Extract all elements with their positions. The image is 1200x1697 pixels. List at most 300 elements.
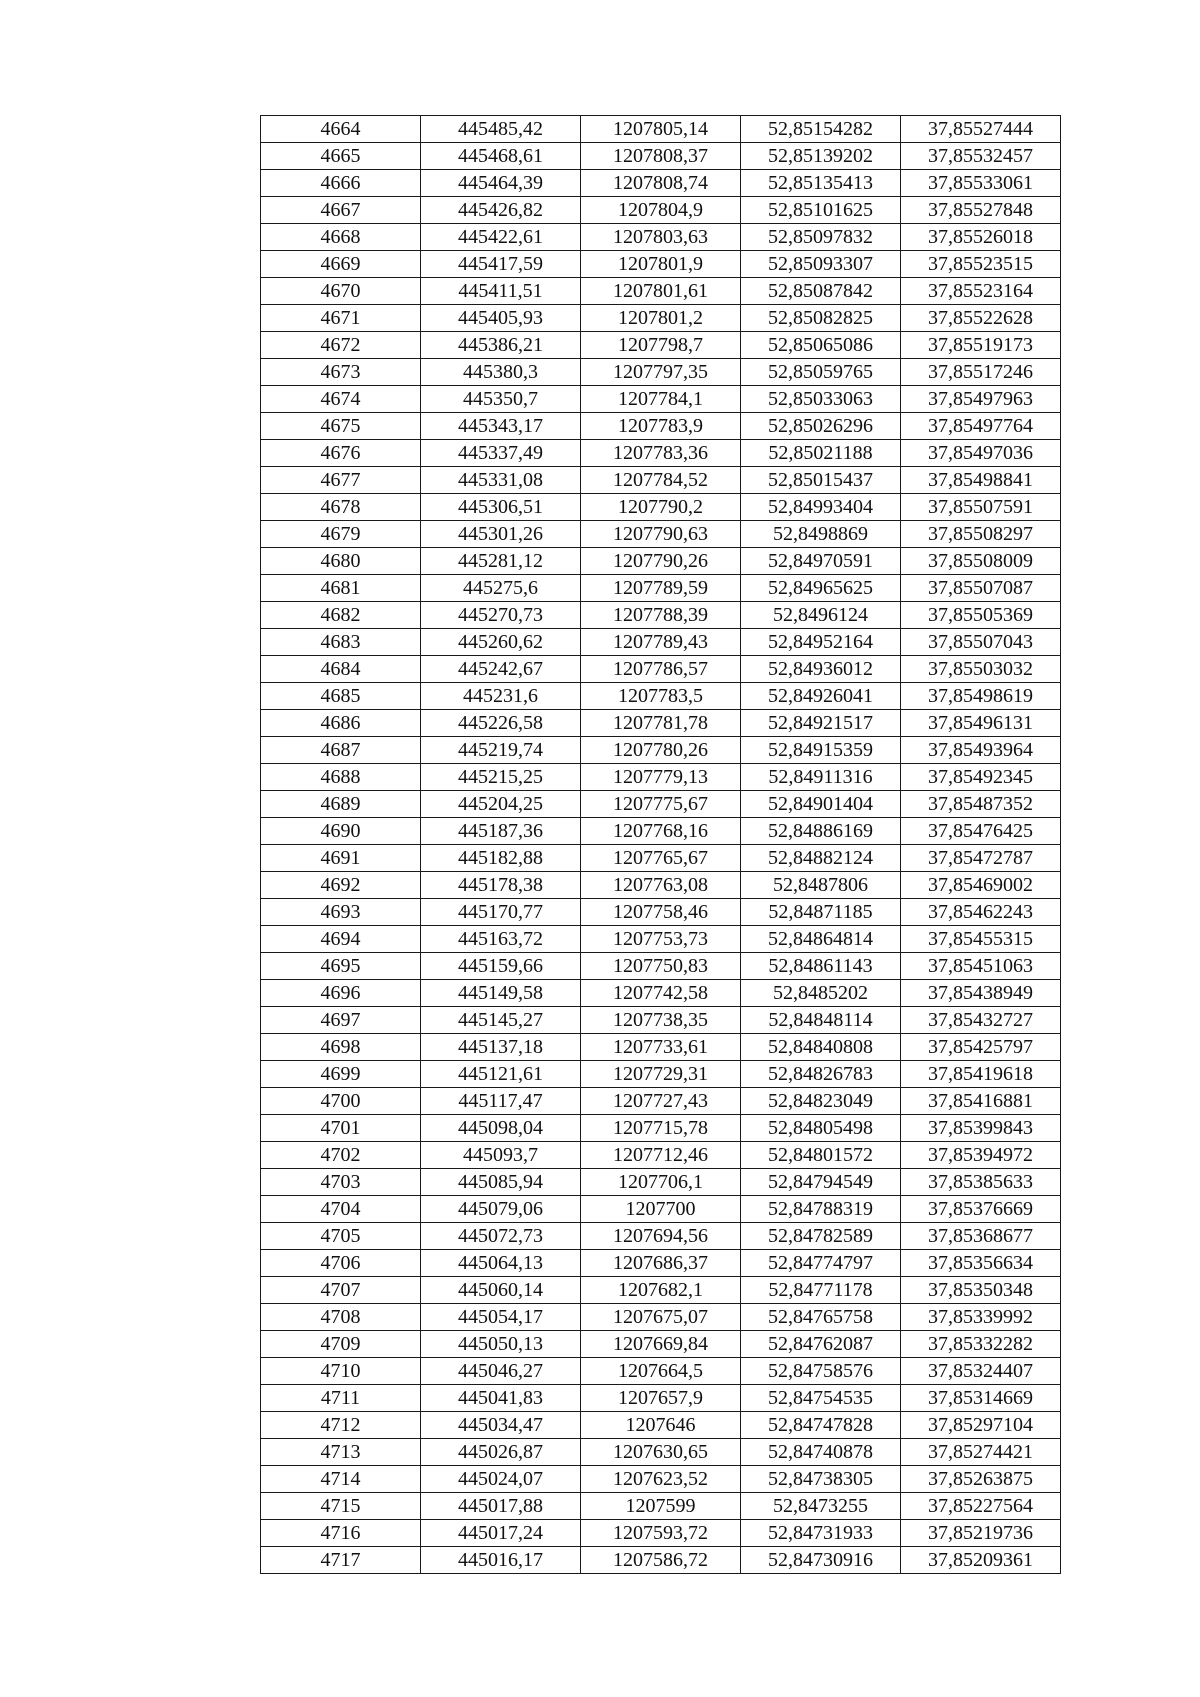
- x-coordinate-cell: 445187,36: [421, 818, 581, 845]
- y-coordinate-cell: 1207808,37: [581, 143, 741, 170]
- latitude-cell: 52,85015437: [741, 467, 901, 494]
- table-row: [261, 521, 1061, 548]
- y-coordinate-cell: 1207715,78: [581, 1115, 741, 1142]
- latitude-cell: 52,84771178: [741, 1277, 901, 1304]
- latitude-cell: 52,85139202: [741, 143, 901, 170]
- y-coordinate-cell: 1207786,57: [581, 656, 741, 683]
- table-row: [261, 143, 1061, 170]
- coordinate-table-body: [261, 116, 1061, 1574]
- longitude-cell: 37,85526018: [901, 224, 1061, 251]
- y-coordinate-cell: 1207808,74: [581, 170, 741, 197]
- table-row: [261, 359, 1061, 386]
- y-coordinate-cell: 1207797,35: [581, 359, 741, 386]
- latitude-cell: 52,85065086: [741, 332, 901, 359]
- longitude-cell: 37,85487352: [901, 791, 1061, 818]
- point-number-cell: 4706: [261, 1250, 421, 1277]
- longitude-cell: 37,85350348: [901, 1277, 1061, 1304]
- table-row: [261, 1466, 1061, 1493]
- table-row: [261, 170, 1061, 197]
- table-row: [261, 575, 1061, 602]
- latitude-cell: 52,84915359: [741, 737, 901, 764]
- longitude-cell: 37,85219736: [901, 1520, 1061, 1547]
- latitude-cell: 52,85059765: [741, 359, 901, 386]
- y-coordinate-cell: 1207790,2: [581, 494, 741, 521]
- x-coordinate-cell: 445337,49: [421, 440, 581, 467]
- y-coordinate-cell: 1207798,7: [581, 332, 741, 359]
- x-coordinate-cell: 445017,88: [421, 1493, 581, 1520]
- y-coordinate-cell: 1207742,58: [581, 980, 741, 1007]
- longitude-cell: 37,85517246: [901, 359, 1061, 386]
- x-coordinate-cell: 445260,62: [421, 629, 581, 656]
- table-row: [261, 305, 1061, 332]
- latitude-cell: 52,84731933: [741, 1520, 901, 1547]
- x-coordinate-cell: 445050,13: [421, 1331, 581, 1358]
- latitude-cell: 52,85093307: [741, 251, 901, 278]
- table-row: [261, 1034, 1061, 1061]
- x-coordinate-cell: 445137,18: [421, 1034, 581, 1061]
- x-coordinate-cell: 445060,14: [421, 1277, 581, 1304]
- x-coordinate-cell: 445064,13: [421, 1250, 581, 1277]
- table-row: [261, 845, 1061, 872]
- y-coordinate-cell: 1207694,56: [581, 1223, 741, 1250]
- longitude-cell: 37,85455315: [901, 926, 1061, 953]
- x-coordinate-cell: 445159,66: [421, 953, 581, 980]
- latitude-cell: 52,85101625: [741, 197, 901, 224]
- table-row: [261, 1331, 1061, 1358]
- x-coordinate-cell: 445098,04: [421, 1115, 581, 1142]
- point-number-cell: 4684: [261, 656, 421, 683]
- longitude-cell: 37,85492345: [901, 764, 1061, 791]
- x-coordinate-cell: 445017,24: [421, 1520, 581, 1547]
- longitude-cell: 37,85274421: [901, 1439, 1061, 1466]
- latitude-cell: 52,84993404: [741, 494, 901, 521]
- latitude-cell: 52,84970591: [741, 548, 901, 575]
- table-row: [261, 629, 1061, 656]
- point-number-cell: 4701: [261, 1115, 421, 1142]
- latitude-cell: 52,84936012: [741, 656, 901, 683]
- longitude-cell: 37,85497764: [901, 413, 1061, 440]
- x-coordinate-cell: 445182,88: [421, 845, 581, 872]
- longitude-cell: 37,85523515: [901, 251, 1061, 278]
- point-number-cell: 4670: [261, 278, 421, 305]
- latitude-cell: 52,84965625: [741, 575, 901, 602]
- y-coordinate-cell: 1207586,72: [581, 1547, 741, 1574]
- x-coordinate-cell: 445204,25: [421, 791, 581, 818]
- latitude-cell: 52,85087842: [741, 278, 901, 305]
- point-number-cell: 4676: [261, 440, 421, 467]
- y-coordinate-cell: 1207790,63: [581, 521, 741, 548]
- x-coordinate-cell: 445386,21: [421, 332, 581, 359]
- point-number-cell: 4681: [261, 575, 421, 602]
- y-coordinate-cell: 1207805,14: [581, 116, 741, 143]
- longitude-cell: 37,85368677: [901, 1223, 1061, 1250]
- longitude-cell: 37,85496131: [901, 710, 1061, 737]
- latitude-cell: 52,8487806: [741, 872, 901, 899]
- longitude-cell: 37,85497963: [901, 386, 1061, 413]
- y-coordinate-cell: 1207789,59: [581, 575, 741, 602]
- point-number-cell: 4687: [261, 737, 421, 764]
- latitude-cell: 52,85033063: [741, 386, 901, 413]
- latitude-cell: 52,84794549: [741, 1169, 901, 1196]
- latitude-cell: 52,84861143: [741, 953, 901, 980]
- longitude-cell: 37,85476425: [901, 818, 1061, 845]
- x-coordinate-cell: 445149,58: [421, 980, 581, 1007]
- y-coordinate-cell: 1207593,72: [581, 1520, 741, 1547]
- longitude-cell: 37,85523164: [901, 278, 1061, 305]
- latitude-cell: 52,84921517: [741, 710, 901, 737]
- longitude-cell: 37,85227564: [901, 1493, 1061, 1520]
- y-coordinate-cell: 1207801,9: [581, 251, 741, 278]
- latitude-cell: 52,84762087: [741, 1331, 901, 1358]
- point-number-cell: 4679: [261, 521, 421, 548]
- longitude-cell: 37,85438949: [901, 980, 1061, 1007]
- longitude-cell: 37,85508297: [901, 521, 1061, 548]
- longitude-cell: 37,85507087: [901, 575, 1061, 602]
- x-coordinate-cell: 445270,73: [421, 602, 581, 629]
- y-coordinate-cell: 1207623,52: [581, 1466, 741, 1493]
- y-coordinate-cell: 1207801,61: [581, 278, 741, 305]
- point-number-cell: 4709: [261, 1331, 421, 1358]
- y-coordinate-cell: 1207775,67: [581, 791, 741, 818]
- y-coordinate-cell: 1207783,36: [581, 440, 741, 467]
- table-row: [261, 197, 1061, 224]
- longitude-cell: 37,85462243: [901, 899, 1061, 926]
- table-row: [261, 1088, 1061, 1115]
- point-number-cell: 4680: [261, 548, 421, 575]
- latitude-cell: 52,85097832: [741, 224, 901, 251]
- x-coordinate-cell: 445422,61: [421, 224, 581, 251]
- latitude-cell: 52,84826783: [741, 1061, 901, 1088]
- table-row: [261, 1493, 1061, 1520]
- longitude-cell: 37,85508009: [901, 548, 1061, 575]
- latitude-cell: 52,84901404: [741, 791, 901, 818]
- point-number-cell: 4675: [261, 413, 421, 440]
- latitude-cell: 52,84740878: [741, 1439, 901, 1466]
- x-coordinate-cell: 445026,87: [421, 1439, 581, 1466]
- longitude-cell: 37,85497036: [901, 440, 1061, 467]
- table-row: [261, 548, 1061, 575]
- point-number-cell: 4666: [261, 170, 421, 197]
- latitude-cell: 52,84774797: [741, 1250, 901, 1277]
- table-row: [261, 1277, 1061, 1304]
- y-coordinate-cell: 1207664,5: [581, 1358, 741, 1385]
- x-coordinate-cell: 445417,59: [421, 251, 581, 278]
- point-number-cell: 4664: [261, 116, 421, 143]
- longitude-cell: 37,85209361: [901, 1547, 1061, 1574]
- point-number-cell: 4682: [261, 602, 421, 629]
- latitude-cell: 52,84738305: [741, 1466, 901, 1493]
- latitude-cell: 52,8496124: [741, 602, 901, 629]
- y-coordinate-cell: 1207682,1: [581, 1277, 741, 1304]
- longitude-cell: 37,85527444: [901, 116, 1061, 143]
- point-number-cell: 4673: [261, 359, 421, 386]
- y-coordinate-cell: 1207700: [581, 1196, 741, 1223]
- table-row: [261, 1115, 1061, 1142]
- x-coordinate-cell: 445093,7: [421, 1142, 581, 1169]
- latitude-cell: 52,85021188: [741, 440, 901, 467]
- point-number-cell: 4717: [261, 1547, 421, 1574]
- x-coordinate-cell: 445405,93: [421, 305, 581, 332]
- longitude-cell: 37,85451063: [901, 953, 1061, 980]
- y-coordinate-cell: 1207675,07: [581, 1304, 741, 1331]
- x-coordinate-cell: 445016,17: [421, 1547, 581, 1574]
- table-row: [261, 710, 1061, 737]
- longitude-cell: 37,85472787: [901, 845, 1061, 872]
- point-number-cell: 4689: [261, 791, 421, 818]
- table-row: [261, 980, 1061, 1007]
- y-coordinate-cell: 1207784,1: [581, 386, 741, 413]
- x-coordinate-cell: 445350,7: [421, 386, 581, 413]
- y-coordinate-cell: 1207599: [581, 1493, 741, 1520]
- point-number-cell: 4694: [261, 926, 421, 953]
- latitude-cell: 52,84823049: [741, 1088, 901, 1115]
- longitude-cell: 37,85527848: [901, 197, 1061, 224]
- table-row: [261, 1169, 1061, 1196]
- x-coordinate-cell: 445121,61: [421, 1061, 581, 1088]
- point-number-cell: 4665: [261, 143, 421, 170]
- x-coordinate-cell: 445117,47: [421, 1088, 581, 1115]
- y-coordinate-cell: 1207784,52: [581, 467, 741, 494]
- longitude-cell: 37,85425797: [901, 1034, 1061, 1061]
- point-number-cell: 4714: [261, 1466, 421, 1493]
- latitude-cell: 52,85135413: [741, 170, 901, 197]
- x-coordinate-cell: 445034,47: [421, 1412, 581, 1439]
- point-number-cell: 4710: [261, 1358, 421, 1385]
- x-coordinate-cell: 445426,82: [421, 197, 581, 224]
- y-coordinate-cell: 1207753,73: [581, 926, 741, 953]
- longitude-cell: 37,85419618: [901, 1061, 1061, 1088]
- table-row: [261, 602, 1061, 629]
- x-coordinate-cell: 445343,17: [421, 413, 581, 440]
- y-coordinate-cell: 1207738,35: [581, 1007, 741, 1034]
- point-number-cell: 4704: [261, 1196, 421, 1223]
- longitude-cell: 37,85498841: [901, 467, 1061, 494]
- latitude-cell: 52,84801572: [741, 1142, 901, 1169]
- latitude-cell: 52,84871185: [741, 899, 901, 926]
- table-row: [261, 278, 1061, 305]
- table-row: [261, 1547, 1061, 1574]
- longitude-cell: 37,85416881: [901, 1088, 1061, 1115]
- longitude-cell: 37,85519173: [901, 332, 1061, 359]
- y-coordinate-cell: 1207758,46: [581, 899, 741, 926]
- table-row: [261, 1142, 1061, 1169]
- longitude-cell: 37,85507043: [901, 629, 1061, 656]
- y-coordinate-cell: 1207706,1: [581, 1169, 741, 1196]
- table-row: [261, 737, 1061, 764]
- table-row: [261, 1196, 1061, 1223]
- latitude-cell: 52,85082825: [741, 305, 901, 332]
- y-coordinate-cell: 1207765,67: [581, 845, 741, 872]
- latitude-cell: 52,84886169: [741, 818, 901, 845]
- point-number-cell: 4707: [261, 1277, 421, 1304]
- point-number-cell: 4672: [261, 332, 421, 359]
- latitude-cell: 52,85026296: [741, 413, 901, 440]
- latitude-cell: 52,84758576: [741, 1358, 901, 1385]
- latitude-cell: 52,8485202: [741, 980, 901, 1007]
- point-number-cell: 4686: [261, 710, 421, 737]
- x-coordinate-cell: 445041,83: [421, 1385, 581, 1412]
- point-number-cell: 4700: [261, 1088, 421, 1115]
- x-coordinate-cell: 445163,72: [421, 926, 581, 953]
- table-row: [261, 1007, 1061, 1034]
- y-coordinate-cell: 1207729,31: [581, 1061, 741, 1088]
- x-coordinate-cell: 445281,12: [421, 548, 581, 575]
- x-coordinate-cell: 445411,51: [421, 278, 581, 305]
- latitude-cell: 52,84926041: [741, 683, 901, 710]
- table-row: [261, 494, 1061, 521]
- longitude-cell: 37,85314669: [901, 1385, 1061, 1412]
- x-coordinate-cell: 445380,3: [421, 359, 581, 386]
- table-row: [261, 872, 1061, 899]
- longitude-cell: 37,85432727: [901, 1007, 1061, 1034]
- point-number-cell: 4668: [261, 224, 421, 251]
- table-row: [261, 1412, 1061, 1439]
- longitude-cell: 37,85263875: [901, 1466, 1061, 1493]
- table-row: [261, 764, 1061, 791]
- x-coordinate-cell: 445215,25: [421, 764, 581, 791]
- latitude-cell: 52,84730916: [741, 1547, 901, 1574]
- point-number-cell: 4712: [261, 1412, 421, 1439]
- table-row: [261, 251, 1061, 278]
- table-row: [261, 1250, 1061, 1277]
- y-coordinate-cell: 1207750,83: [581, 953, 741, 980]
- latitude-cell: 52,84754535: [741, 1385, 901, 1412]
- point-number-cell: 4688: [261, 764, 421, 791]
- point-number-cell: 4705: [261, 1223, 421, 1250]
- point-number-cell: 4702: [261, 1142, 421, 1169]
- point-number-cell: 4678: [261, 494, 421, 521]
- y-coordinate-cell: 1207804,9: [581, 197, 741, 224]
- x-coordinate-cell: 445046,27: [421, 1358, 581, 1385]
- table-row: [261, 413, 1061, 440]
- y-coordinate-cell: 1207669,84: [581, 1331, 741, 1358]
- point-number-cell: 4693: [261, 899, 421, 926]
- latitude-cell: 52,8473255: [741, 1493, 901, 1520]
- longitude-cell: 37,85522628: [901, 305, 1061, 332]
- longitude-cell: 37,85533061: [901, 170, 1061, 197]
- longitude-cell: 37,85376669: [901, 1196, 1061, 1223]
- point-number-cell: 4699: [261, 1061, 421, 1088]
- longitude-cell: 37,85399843: [901, 1115, 1061, 1142]
- x-coordinate-cell: 445226,58: [421, 710, 581, 737]
- x-coordinate-cell: 445219,74: [421, 737, 581, 764]
- x-coordinate-cell: 445275,6: [421, 575, 581, 602]
- table-row: [261, 224, 1061, 251]
- point-number-cell: 4703: [261, 1169, 421, 1196]
- longitude-cell: 37,85332282: [901, 1331, 1061, 1358]
- table-row: [261, 656, 1061, 683]
- table-row: [261, 818, 1061, 845]
- latitude-cell: 52,85154282: [741, 116, 901, 143]
- point-number-cell: 4677: [261, 467, 421, 494]
- y-coordinate-cell: 1207788,39: [581, 602, 741, 629]
- longitude-cell: 37,85493964: [901, 737, 1061, 764]
- longitude-cell: 37,85469002: [901, 872, 1061, 899]
- y-coordinate-cell: 1207783,5: [581, 683, 741, 710]
- x-coordinate-cell: 445024,07: [421, 1466, 581, 1493]
- latitude-cell: 52,84848114: [741, 1007, 901, 1034]
- latitude-cell: 52,84747828: [741, 1412, 901, 1439]
- point-number-cell: 4667: [261, 197, 421, 224]
- x-coordinate-cell: 445485,42: [421, 116, 581, 143]
- y-coordinate-cell: 1207780,26: [581, 737, 741, 764]
- y-coordinate-cell: 1207790,26: [581, 548, 741, 575]
- longitude-cell: 37,85339992: [901, 1304, 1061, 1331]
- point-number-cell: 4698: [261, 1034, 421, 1061]
- table-row: [261, 1061, 1061, 1088]
- point-number-cell: 4713: [261, 1439, 421, 1466]
- y-coordinate-cell: 1207712,46: [581, 1142, 741, 1169]
- x-coordinate-cell: 445468,61: [421, 143, 581, 170]
- point-number-cell: 4696: [261, 980, 421, 1007]
- latitude-cell: 52,84882124: [741, 845, 901, 872]
- table-row: [261, 1223, 1061, 1250]
- y-coordinate-cell: 1207763,08: [581, 872, 741, 899]
- table-row: [261, 1358, 1061, 1385]
- point-number-cell: 4715: [261, 1493, 421, 1520]
- latitude-cell: 52,84911316: [741, 764, 901, 791]
- y-coordinate-cell: 1207801,2: [581, 305, 741, 332]
- table-row: [261, 332, 1061, 359]
- x-coordinate-cell: 445301,26: [421, 521, 581, 548]
- y-coordinate-cell: 1207803,63: [581, 224, 741, 251]
- longitude-cell: 37,85356634: [901, 1250, 1061, 1277]
- latitude-cell: 52,84952164: [741, 629, 901, 656]
- longitude-cell: 37,85498619: [901, 683, 1061, 710]
- y-coordinate-cell: 1207630,65: [581, 1439, 741, 1466]
- table-row: [261, 386, 1061, 413]
- longitude-cell: 37,85385633: [901, 1169, 1061, 1196]
- table-row: [261, 791, 1061, 818]
- y-coordinate-cell: 1207727,43: [581, 1088, 741, 1115]
- y-coordinate-cell: 1207768,16: [581, 818, 741, 845]
- x-coordinate-cell: 445178,38: [421, 872, 581, 899]
- x-coordinate-cell: 445464,39: [421, 170, 581, 197]
- x-coordinate-cell: 445170,77: [421, 899, 581, 926]
- latitude-cell: 52,8498869: [741, 521, 901, 548]
- latitude-cell: 52,84840808: [741, 1034, 901, 1061]
- longitude-cell: 37,85324407: [901, 1358, 1061, 1385]
- table-row: [261, 116, 1061, 143]
- coordinate-table: [260, 115, 1061, 1574]
- longitude-cell: 37,85532457: [901, 143, 1061, 170]
- point-number-cell: 4683: [261, 629, 421, 656]
- point-number-cell: 4697: [261, 1007, 421, 1034]
- point-number-cell: 4716: [261, 1520, 421, 1547]
- table-row: [261, 440, 1061, 467]
- x-coordinate-cell: 445231,6: [421, 683, 581, 710]
- y-coordinate-cell: 1207646: [581, 1412, 741, 1439]
- table-row: [261, 1439, 1061, 1466]
- y-coordinate-cell: 1207783,9: [581, 413, 741, 440]
- point-number-cell: 4671: [261, 305, 421, 332]
- longitude-cell: 37,85394972: [901, 1142, 1061, 1169]
- x-coordinate-cell: 445054,17: [421, 1304, 581, 1331]
- latitude-cell: 52,84782589: [741, 1223, 901, 1250]
- table-row: [261, 1520, 1061, 1547]
- y-coordinate-cell: 1207779,13: [581, 764, 741, 791]
- longitude-cell: 37,85505369: [901, 602, 1061, 629]
- x-coordinate-cell: 445079,06: [421, 1196, 581, 1223]
- y-coordinate-cell: 1207781,78: [581, 710, 741, 737]
- point-number-cell: 4690: [261, 818, 421, 845]
- point-number-cell: 4708: [261, 1304, 421, 1331]
- table-row: [261, 1304, 1061, 1331]
- x-coordinate-cell: 445145,27: [421, 1007, 581, 1034]
- point-number-cell: 4711: [261, 1385, 421, 1412]
- table-row: [261, 683, 1061, 710]
- point-number-cell: 4685: [261, 683, 421, 710]
